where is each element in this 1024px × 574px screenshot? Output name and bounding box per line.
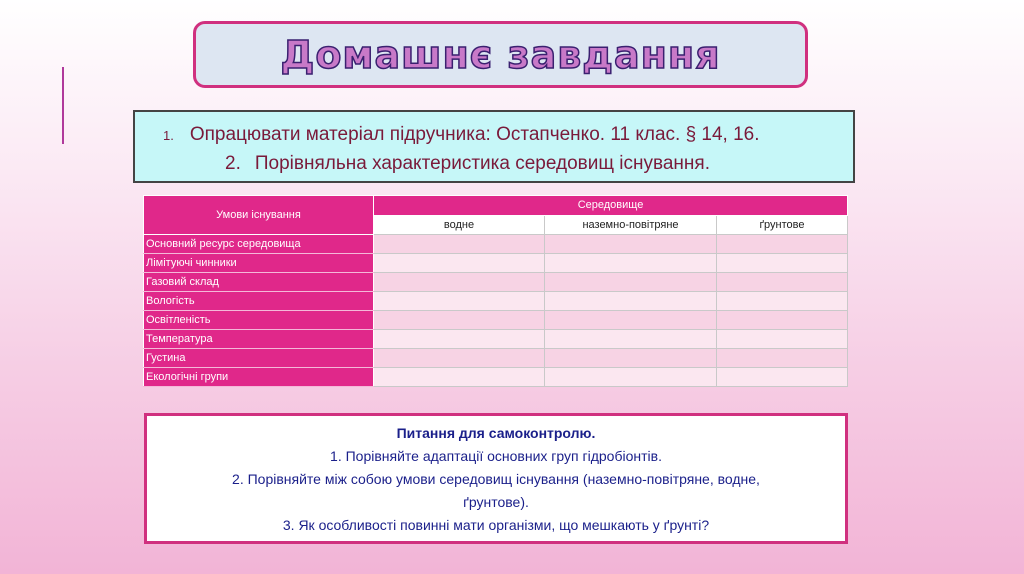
questions-title: Питання для самоконтролю. (396, 425, 596, 441)
question-item: 1. Порівняйте адаптації основних груп гідробіонтів. (330, 448, 662, 464)
row-label: Екологічні групи (144, 368, 374, 387)
conditions-header: Умови існування (144, 196, 374, 235)
row-label: Газовий склад (144, 273, 374, 292)
question-item-continuation: ґрунтове). (463, 494, 529, 510)
question-item: 3. Як особливості повинні мати організми, що мешкають у ґрунті? (282, 517, 710, 533)
table-cell (717, 235, 848, 254)
table-cell (374, 273, 545, 292)
table-cell (717, 368, 848, 387)
task-text: Опрацювати матеріал підручника: Остапченко. 11 клас. § 14, 16. (189, 124, 760, 145)
title-banner (193, 21, 808, 88)
table-cell (374, 368, 545, 387)
table-row (144, 273, 848, 292)
task-item-2 (225, 153, 710, 175)
table-cell (545, 254, 717, 273)
environment-table (143, 195, 848, 387)
table-cell (374, 235, 545, 254)
row-label: Освітленість (144, 311, 374, 330)
task-number: 1. (163, 128, 174, 143)
column-header-ground-air: наземно-повітряне (545, 215, 717, 235)
table-cell (374, 311, 545, 330)
table-cell (545, 311, 717, 330)
table-cell (374, 349, 545, 368)
table-cell (545, 330, 717, 349)
table-cell (545, 235, 717, 254)
row-label: Густина (144, 349, 374, 368)
table-cell (545, 273, 717, 292)
table-row (144, 349, 848, 368)
table-cell (374, 254, 545, 273)
table-cell (717, 292, 848, 311)
table-cell (717, 254, 848, 273)
table-cell (545, 292, 717, 311)
table-row (144, 368, 848, 387)
table-cell (374, 330, 545, 349)
question-item: 2. Порівняйте між собою умови середовищ існування (наземно-повітряне, водне, (232, 471, 760, 487)
task-box (133, 110, 855, 183)
table-cell (374, 292, 545, 311)
column-header-soil: ґрунтове (717, 215, 848, 235)
table-cell (717, 273, 848, 292)
row-label: Основний ресурс середовища (144, 235, 374, 254)
column-header-water: водне (374, 215, 545, 235)
table-row (144, 254, 848, 273)
task-item-1 (163, 124, 760, 146)
table-row (144, 292, 848, 311)
environment-header: Середовище (374, 196, 848, 216)
table-cell (717, 330, 848, 349)
table-row (144, 311, 848, 330)
task-text: Порівняльна характеристика середовищ існування. (254, 153, 710, 174)
row-label: Вологість (144, 292, 374, 311)
page-title: Домашнє завдання (280, 32, 721, 77)
table-cell (717, 349, 848, 368)
row-label: Лімітуючі чинники (144, 254, 374, 273)
table-cell (545, 349, 717, 368)
table-cell (717, 311, 848, 330)
task-number: 2. (225, 153, 241, 174)
self-check-questions (144, 413, 848, 544)
table-row (144, 235, 848, 254)
table-cell (545, 368, 717, 387)
row-label: Температура (144, 330, 374, 349)
decorative-side-line (62, 67, 64, 144)
table-row (144, 330, 848, 349)
